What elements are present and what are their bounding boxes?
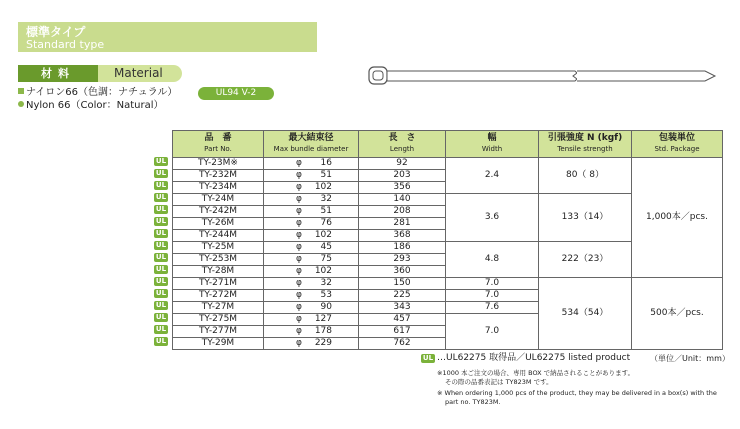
length-cell: 762: [359, 338, 446, 350]
header-package: 包装単位 Std. Package: [632, 131, 723, 158]
dot-bullet-icon: [18, 101, 24, 107]
ul-mark-icon: UL: [155, 229, 167, 237]
length-cell: 360: [359, 266, 446, 278]
length-cell: 186: [359, 242, 446, 254]
diameter-cell: φ 178: [264, 326, 359, 338]
tensile-cell: 133（14）: [539, 194, 632, 242]
footnote-en-2: part no. TY823M.: [445, 398, 501, 406]
length-cell: 293: [359, 254, 446, 266]
length-cell: 356: [359, 182, 446, 194]
width-cell: 7.6: [446, 302, 539, 314]
diameter-cell: φ 229: [264, 338, 359, 350]
ul-mark-icon: UL: [422, 354, 434, 362]
material-text-en: Nylon 66（Color：Natural）: [26, 100, 164, 111]
part-number-cell: TY-23M※: [173, 158, 264, 170]
ul-mark-icon: UL: [155, 301, 167, 309]
part-number-cell: TY-24M: [173, 194, 264, 206]
width-cell: 7.0: [446, 290, 539, 302]
width-cell: 4.8: [446, 242, 539, 278]
diameter-cell: φ 51: [264, 170, 359, 182]
part-number-cell: TY-25M: [173, 242, 264, 254]
part-number-cell: TY-253M: [173, 254, 264, 266]
package-cell: 500本／pcs.: [632, 278, 723, 350]
diameter-cell: φ 75: [264, 254, 359, 266]
ul-mark-icon: UL: [155, 265, 167, 273]
width-cell: 7.0: [446, 314, 539, 350]
part-number-cell: TY-27M: [173, 302, 264, 314]
diameter-cell: φ 32: [264, 278, 359, 290]
header-tensile: 引張強度 N (kgf) Tensile strength: [539, 131, 632, 158]
ul-mark-icon: UL: [155, 289, 167, 297]
tensile-cell: 534（54）: [539, 278, 632, 350]
package-cell: 1,000本／pcs.: [632, 158, 723, 278]
length-cell: 92: [359, 158, 446, 170]
material-label-jp: 材料: [18, 65, 98, 82]
header-part-no: 品 番 Part No.: [173, 131, 264, 158]
section-title-jp: 標準タイプ: [26, 25, 86, 39]
diameter-cell: φ 32: [264, 194, 359, 206]
part-number-cell: TY-26M: [173, 218, 264, 230]
cable-tie-illustration: [365, 62, 721, 88]
diameter-cell: φ 102: [264, 266, 359, 278]
material-label-en: Material: [114, 66, 163, 80]
part-number-cell: TY-277M: [173, 326, 264, 338]
length-cell: 225: [359, 290, 446, 302]
diameter-cell: φ 53: [264, 290, 359, 302]
part-number-cell: TY-244M: [173, 230, 264, 242]
header-width: 幅 Width: [446, 131, 539, 158]
footnote-jp-1: ※1000 本ご注文の場合、専用 BOX で納品されることがあります。: [437, 369, 635, 377]
diameter-cell: φ 45: [264, 242, 359, 254]
material-text-jp: ナイロン66（色調：ナチュラル）: [26, 87, 178, 98]
ul-mark-icon: UL: [155, 325, 167, 333]
ul-mark-icon: UL: [155, 337, 167, 345]
width-cell: 2.4: [446, 158, 539, 194]
diameter-cell: φ 90: [264, 302, 359, 314]
width-cell: 3.6: [446, 194, 539, 242]
width-cell: 7.0: [446, 278, 539, 290]
ul-mark-icon: UL: [155, 253, 167, 261]
unit-note: （単位／Unit：mm）: [650, 354, 730, 363]
table-row: [173, 278, 723, 290]
ul-mark-icon: UL: [155, 217, 167, 225]
tensile-cell: 222（23）: [539, 242, 632, 278]
footnote-en-1: ※ When ordering 1,000 pcs of the product, they may be delivered in a box(s) with the: [437, 389, 717, 397]
length-cell: 281: [359, 218, 446, 230]
section-header: [18, 22, 317, 52]
ul-mark-icon: UL: [155, 241, 167, 249]
footnote-jp-2: その際の品番表記は TY823M です。: [445, 378, 553, 386]
length-cell: 617: [359, 326, 446, 338]
diameter-cell: φ 16: [264, 158, 359, 170]
diameter-cell: φ 102: [264, 230, 359, 242]
length-cell: 140: [359, 194, 446, 206]
length-cell: 343: [359, 302, 446, 314]
ul-mark-icon: UL: [155, 277, 167, 285]
part-number-cell: TY-234M: [173, 182, 264, 194]
ul-mark-icon: UL: [155, 313, 167, 321]
length-cell: 150: [359, 278, 446, 290]
tensile-cell: 80（ 8）: [539, 158, 632, 194]
material-line-jp: [18, 87, 177, 99]
table-row: [173, 158, 723, 170]
section-title-en: Standard type: [26, 38, 105, 51]
diameter-cell: φ 76: [264, 218, 359, 230]
flammability-badge: UL94 V-2: [198, 87, 274, 100]
ul-mark-icon: UL: [155, 181, 167, 189]
part-number-cell: TY-242M: [173, 206, 264, 218]
length-cell: 203: [359, 170, 446, 182]
part-number-cell: TY-271M: [173, 278, 264, 290]
part-number-cell: TY-29M: [173, 338, 264, 350]
part-number-cell: TY-275M: [173, 314, 264, 326]
part-number-cell: TY-272M: [173, 290, 264, 302]
material-line-en: [18, 100, 164, 112]
square-bullet-icon: [18, 88, 24, 94]
diameter-cell: φ 51: [264, 206, 359, 218]
part-number-cell: TY-28M: [173, 266, 264, 278]
ul-mark-icon: UL: [155, 169, 167, 177]
length-cell: 208: [359, 206, 446, 218]
length-cell: 457: [359, 314, 446, 326]
part-number-cell: TY-232M: [173, 170, 264, 182]
header-diameter: 最大結束径 Max bundle diameter: [264, 131, 359, 158]
diameter-cell: φ 127: [264, 314, 359, 326]
material-bar: [18, 65, 182, 82]
length-cell: 368: [359, 230, 446, 242]
ul-mark-icon: UL: [155, 157, 167, 165]
ul-mark-column: [154, 157, 168, 349]
ul-mark-icon: UL: [155, 193, 167, 201]
header-length: 長 さ Length: [359, 131, 446, 158]
ul-footnote: UL …UL62275 取得品／UL62275 listed product: [422, 353, 631, 363]
diameter-cell: φ 102: [264, 182, 359, 194]
ul-mark-icon: UL: [155, 205, 167, 213]
spec-table: [172, 130, 723, 350]
